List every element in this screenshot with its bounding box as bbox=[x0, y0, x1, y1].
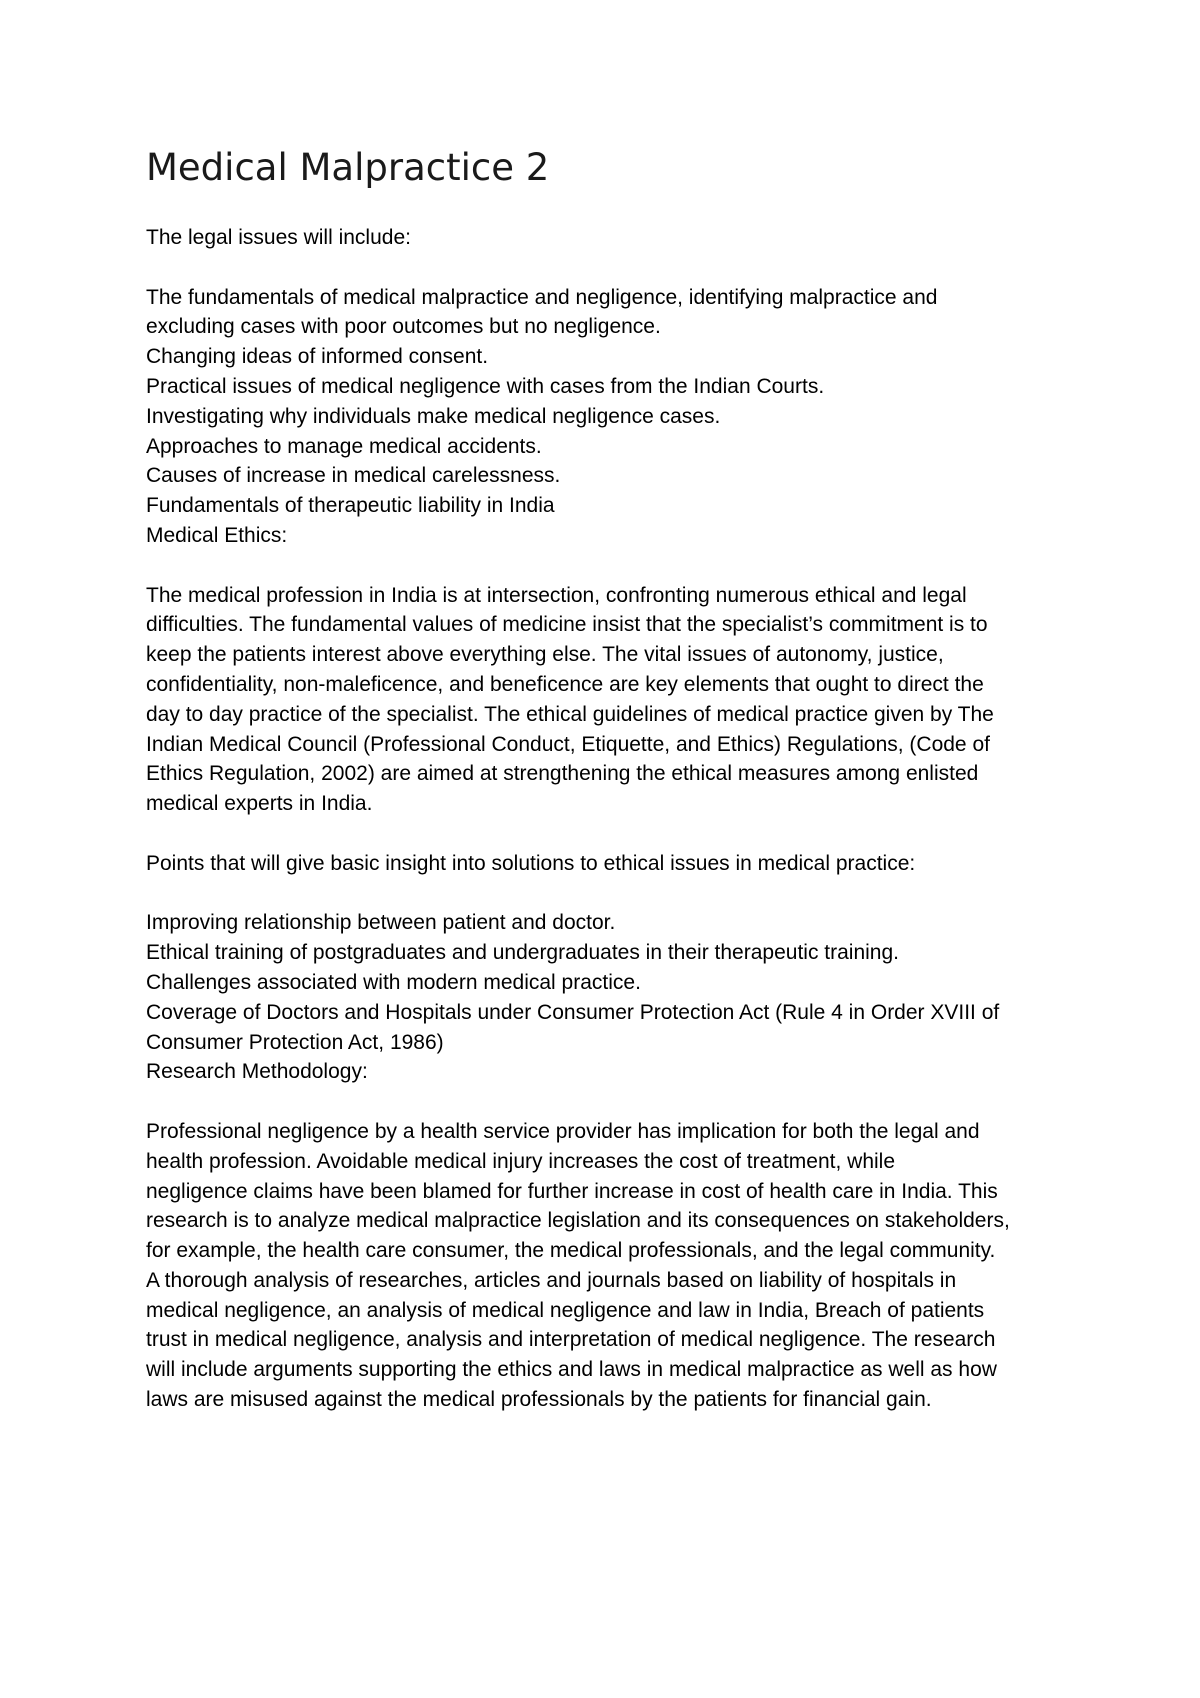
ethics-paragraph-line: medical experts in India. bbox=[146, 792, 373, 816]
solution-item: Challenges associated with modern medical practice. bbox=[146, 970, 641, 994]
solutions-heading: Points that will give basic insight into solutions to ethical issues in medical practice: bbox=[146, 851, 916, 875]
research-paragraph-line: for example, the health care consumer, the medical professionals, and the legal community. bbox=[146, 1239, 996, 1263]
legal-issue-item: Investigating why individuals make medical negligence cases. bbox=[146, 404, 721, 428]
research-paragraph-line: laws are misused against the medical professionals by the patients for financial gain. bbox=[146, 1388, 932, 1412]
legal-issue-item: Causes of increase in medical carelessness. bbox=[146, 464, 561, 488]
research-paragraph-line: medical negligence, an analysis of medical negligence and law in India, Breach of patients bbox=[146, 1298, 985, 1322]
medical-ethics-heading: Medical Ethics: bbox=[146, 523, 288, 547]
legal-issue-item: Changing ideas of informed consent. bbox=[146, 345, 489, 369]
research-methodology-heading: Research Methodology: bbox=[146, 1060, 368, 1084]
ethics-paragraph-line: keep the patients interest above everything else. The vital issues of autonomy, justice, bbox=[146, 643, 944, 667]
research-paragraph-line: health profession. Avoidable medical injury increases the cost of treatment, while bbox=[146, 1149, 896, 1173]
legal-issue-item: Fundamentals of therapeutic liability in India bbox=[146, 494, 555, 518]
research-paragraph-line: research is to analyze medical malpractice legislation and its consequences on stakeholders, bbox=[146, 1209, 1010, 1233]
paragraph-gap bbox=[146, 819, 1076, 849]
solution-item: Consumer Protection Act, 1986) bbox=[146, 1030, 444, 1054]
paragraph-gap bbox=[146, 879, 1076, 909]
legal-issue-item: excluding cases with poor outcomes but no negligence. bbox=[146, 315, 661, 339]
ethics-paragraph-line: Indian Medical Council (Professional Conduct, Etiquette, and Ethics) Regulations, (Code of bbox=[146, 732, 990, 756]
legal-issue-item: Approaches to manage medical accidents. bbox=[146, 434, 542, 458]
ethics-paragraph-line: difficulties. The fundamental values of medicine insist that the specialist’s commitment is to bbox=[146, 613, 988, 637]
legal-issue-item: The fundamentals of medical malpractice and negligence, identifying malpractice and bbox=[146, 285, 938, 309]
legal-issues-heading: The legal issues will include: bbox=[146, 226, 411, 249]
document-body bbox=[146, 223, 1076, 1415]
research-paragraph-line: Professional negligence by a health service provider has implication for both the legal and bbox=[146, 1119, 980, 1143]
ethics-paragraph-line: confidentiality, non-maleficence, and beneficence are key elements that ought to direct the bbox=[146, 672, 984, 696]
paragraph-gap bbox=[146, 551, 1076, 581]
solution-item: Improving relationship between patient and doctor. bbox=[146, 911, 616, 935]
document-title: Medical Malpractice 2 bbox=[146, 146, 550, 189]
ethics-paragraph-line: day to day practice of the specialist. The ethical guidelines of medical practice given by The bbox=[146, 702, 994, 726]
research-paragraph-line: negligence claims have been blamed for further increase in cost of health care in India. This bbox=[146, 1179, 998, 1203]
research-paragraph-line: trust in medical negligence, analysis and interpretation of medical negligence. The research bbox=[146, 1328, 996, 1352]
ethics-paragraph-line: Ethics Regulation, 2002) are aimed at strengthening the ethical measures among enlisted bbox=[146, 762, 979, 786]
research-paragraph-line: will include arguments supporting the ethics and laws in medical malpractice as well as how bbox=[146, 1358, 997, 1382]
legal-issue-item: Practical issues of medical negligence with cases from the Indian Courts. bbox=[146, 374, 825, 398]
research-paragraph-line: A thorough analysis of researches, articles and journals based on liability of hospitals in bbox=[146, 1268, 957, 1292]
solution-item: Ethical training of postgraduates and undergraduates in their therapeutic training. bbox=[146, 941, 899, 965]
solution-item: Coverage of Doctors and Hospitals under Consumer Protection Act (Rule 4 in Order XVIII of bbox=[146, 1000, 1000, 1024]
paragraph-gap bbox=[146, 1087, 1076, 1117]
ethics-paragraph-line: The medical profession in India is at intersection, confronting numerous ethical and legal bbox=[146, 583, 967, 607]
paragraph-gap bbox=[146, 253, 1076, 283]
